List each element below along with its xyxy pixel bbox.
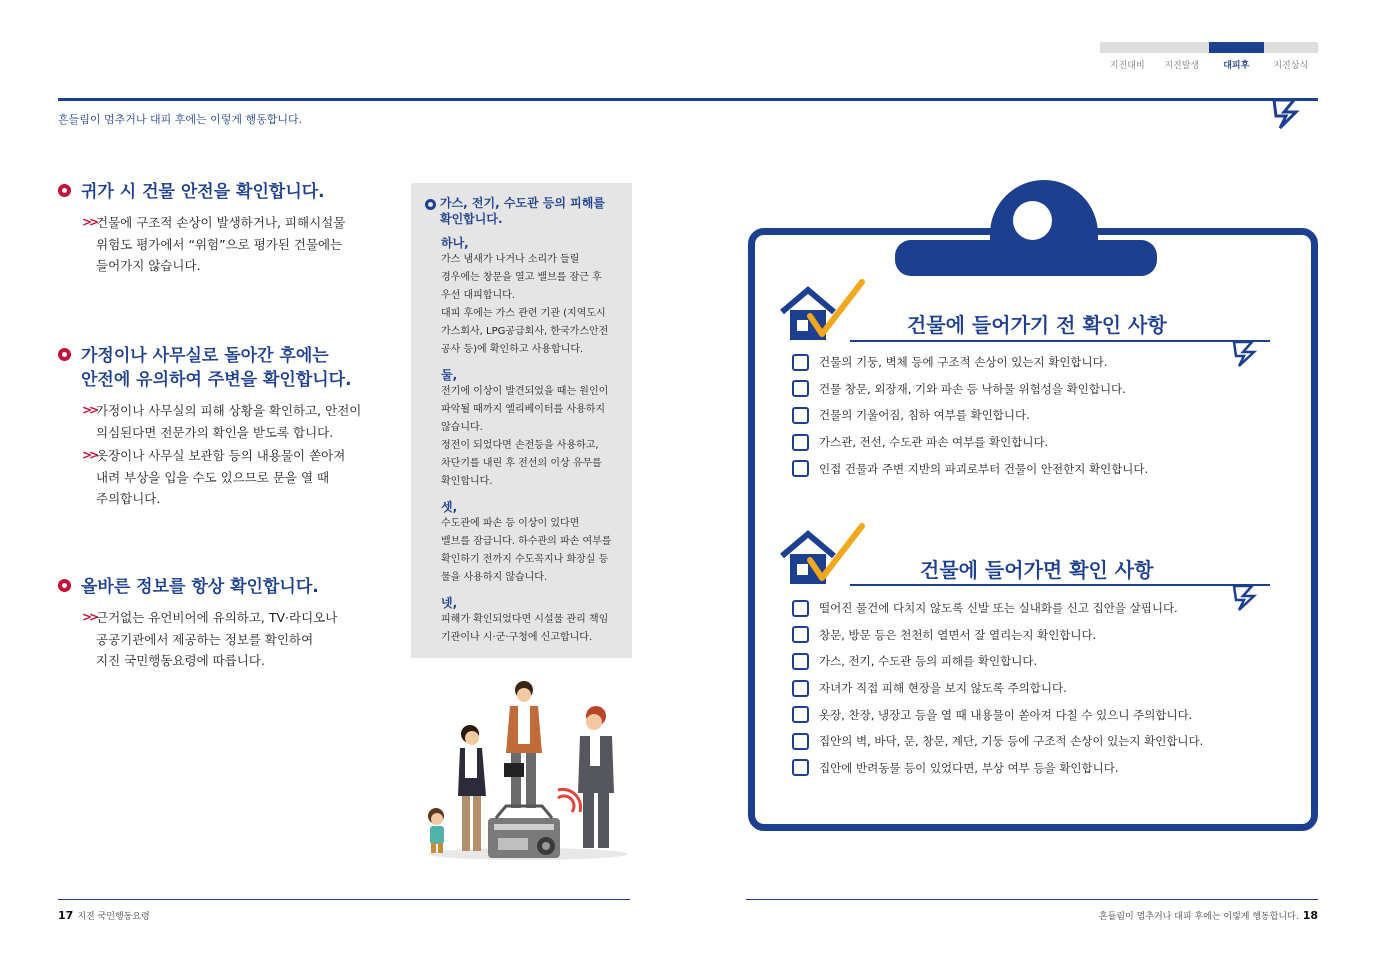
footer-right [1099,909,1318,922]
list-item-text [96,212,345,277]
checklist-item-text: 집안에 반려동물 등이 있었다면, 부상 여부 등을 확인합니다. [819,760,1119,775]
utility-check-title [440,195,605,227]
section-heading [58,344,388,392]
checkbox-icon[interactable] [792,680,809,697]
text-line: 밸브를 잠급니다. 하수관의 파손 여부를 [441,536,612,547]
step-number: 셋, [441,500,458,514]
double-arrow-icon: >> [82,215,97,229]
text-line: 공사 등)에 확인하고 사용합니다. [441,344,584,355]
step-text [441,383,618,491]
list-item-text [96,445,345,510]
section-nav-bars [1100,42,1318,53]
footer-left-text: 지진 국민행동요령 [77,912,150,922]
house-check-icon [780,278,866,342]
text-line: 옷장이나 사무실 보관함 등의 내용물이 쏟아져 [96,448,346,463]
section-title [81,180,325,204]
checklist-item-text: 건물의 기울어짐, 침하 여부를 확인합니다. [819,408,1030,423]
utility-step-three [441,499,618,587]
text-line: 건물에 구조적 손상이 발생하거나, 피해시설물 [96,215,346,230]
section-correct-info [58,575,388,672]
checklist-item-text: 창문, 방문 등은 천천히 열면서 잘 열리는지 확인합니다. [819,627,1097,642]
text-line: 내려 부상을 입을 수도 있으므로 문을 열 때 [96,469,330,485]
radio-icon [58,579,71,592]
list-item [82,445,388,510]
checklist-item[interactable] [792,622,1203,649]
step-number: 둘, [441,368,458,382]
checklist-item-text: 인접 건물과 주변 지반의 파괴로부터 건물이 안전한지 확인합니다. [819,461,1149,476]
checkbox-icon[interactable] [792,434,809,451]
checklist-item[interactable] [792,701,1203,728]
checkbox-icon[interactable] [792,733,809,750]
utility-check-box [411,183,632,658]
clipboard-clip-hole [1013,201,1052,240]
section-title [81,344,352,392]
checklist-item[interactable] [792,648,1203,675]
nav-tab-after-evacuation[interactable]: 대피후 [1223,61,1250,71]
step-text [441,611,618,647]
checkbox-icon[interactable] [792,759,809,776]
header-title: 흔들림이 멈추거나 대피 후에는 이렇게 행동합니다. [58,113,303,126]
house-check-icon [780,522,866,586]
double-arrow-icon: >> [82,403,97,417]
checklist-item-text: 가스관, 전선, 수도관 파손 여부를 확인합니다. [819,435,1049,450]
double-arrow-icon: >> [82,448,97,462]
footer-rule-right [746,899,1318,900]
section-title [81,575,319,599]
checklist-before-entry-title: 건물에 들어가기 전 확인 사항 [907,313,1167,337]
text-line: 물을 사용하지 않습니다. [441,572,548,583]
double-arrow-icon: >> [82,610,97,624]
nav-bar-3 [1264,42,1319,53]
header-rule [58,98,1318,101]
lightning-bolt-icon [1272,96,1302,130]
checklist-after-entry [792,595,1203,781]
checklist-item-text: 건물 창문, 외장재, 기와 파손 등 낙하물 위험성을 확인합니다. [819,381,1126,396]
utility-step-one [441,235,618,359]
section-title-line: 올바른 정보를 항상 확인합니다. [81,577,319,597]
checklist-title-rule [850,340,1270,342]
nav-bar-2 [1209,42,1264,53]
text-line: 차단기를 내린 후 전선의 이상 유무를 [441,458,602,469]
checkbox-icon[interactable] [792,407,809,424]
section-title-line: 안전에 유의하여 주변을 확인합니다. [81,370,352,390]
list-item-text [96,400,361,443]
checkbox-icon[interactable] [792,380,809,397]
text-line: 기관이나 시·군·구청에 신고합니다. [441,632,593,643]
step-number: 하나, [441,236,469,250]
checkbox-icon[interactable] [792,626,809,643]
checklist-item[interactable] [792,376,1148,403]
text-line: 파악될 때까지 엘리베이터를 사용하지 [441,404,606,415]
page-number-right: 18 [1302,909,1318,922]
text-line: 전기에 이상이 발견되었을 때는 원인이 [441,386,609,397]
step-number: 넷, [441,596,458,610]
checklist-item-text: 자녀가 직접 피해 현장을 보지 않도록 주의합니다. [819,681,1067,696]
text-line: 확인합니다. [441,476,493,487]
checklist-item-text: 떨어진 물건에 다치지 않도록 신발 또는 실내화를 신고 집안을 살핍니다. [819,601,1178,616]
text-line: 근거없는 유언비어에 유의하고, TV·라디오나 [96,610,338,625]
checkbox-icon[interactable] [792,354,809,371]
checkbox-icon[interactable] [792,600,809,617]
text-line: 가정이나 사무실의 피해 상황을 확인하고, 안전이 [96,403,362,418]
nav-tab-prepare[interactable]: 지진대비 [1109,61,1145,71]
checklist-item[interactable] [792,755,1203,782]
footer-right-text: 흔들림이 멈추거나 대피 후에는 이렇게 행동합니다. [1098,912,1299,922]
text-line: 않습니다. [441,422,483,433]
checklist-item[interactable] [792,595,1203,622]
section-nav [1100,42,1318,71]
text-line: 의심된다면 전문가의 확인을 받도록 합니다. [96,424,334,440]
family-radio-illustration [418,678,638,878]
nav-bar-1 [1155,42,1210,53]
utility-check-heading [425,195,618,227]
section-heading [58,575,388,599]
radio-icon [58,184,71,197]
checklist-title-rule [850,584,1270,586]
text-line: 경우에는 창문을 열고 밸브를 잠근 후 [441,272,602,283]
text-line: 공공기관에서 제공하는 정보를 확인하여 [96,631,314,647]
section-home-office [58,344,388,510]
utility-step-two [441,367,618,491]
title-line: 확인합니다. [440,212,503,226]
section-title-line: 귀가 시 건물 안전을 확인합니다. [81,182,325,202]
section-heading [58,180,388,204]
text-line: 가스회사, LPG공급회사, 한국가스안전 [441,326,609,337]
list-item-text [96,607,337,672]
text-line: 수도관에 파손 등 이상이 있다면 [441,518,580,529]
checklist-item[interactable] [792,675,1203,702]
section-nav-labels [1100,58,1318,71]
text-line: 가스 냄새가 나거나 소리가 들릴 [441,254,580,265]
utility-step-four [441,595,618,647]
text-line: 위험도 평가에서 “위험”으로 평가된 건물에는 [96,236,343,252]
checklist-item[interactable] [792,455,1148,482]
footer-rule-left [58,899,630,900]
text-line: 지진 국민행동요령에 따릅니다. [96,653,265,668]
text-line: 들어가지 않습니다. [96,258,201,273]
lightning-bolt-icon [1232,582,1260,612]
text-line: 대피 후에는 가스 관련 기관 (지역도시 [441,308,606,319]
list-item [82,400,388,443]
page-number-left: 17 [58,909,74,922]
checklist-item-text: 집안의 벽, 바닥, 문, 창문, 계단, 기둥 등에 구조적 손상이 있는지 확인합니다. [819,734,1204,749]
text-line: 피해가 확인되었다면 시설물 관리 책임 [441,614,609,625]
checklist-item-text: 가스, 전기, 수도관 등의 피해를 확인합니다. [819,654,1038,669]
step-text [441,251,618,359]
checklist-item[interactable] [792,728,1203,755]
section-building-safety [58,180,388,277]
text-line: 정전이 되었다면 손전등을 사용하고, [441,440,599,451]
checklist-item[interactable] [792,402,1148,429]
nav-bar-0 [1100,42,1155,53]
nav-tab-occurrence[interactable]: 지진발생 [1164,61,1200,71]
checklist-item[interactable] [792,429,1148,456]
text-line: 주의합니다. [96,491,161,506]
radio-icon [58,348,71,361]
checkbox-icon[interactable] [792,706,809,723]
checklist-item-text: 옷장, 찬장, 냉장고 등을 열 때 내용물이 쏟아져 다칠 수 있으니 주의합니다. [819,707,1193,722]
checkbox-icon[interactable] [792,460,809,477]
radio-icon [425,199,436,210]
footer-left [58,909,150,922]
list-item [82,607,388,672]
checkbox-icon[interactable] [792,653,809,670]
lightning-bolt-icon [1232,338,1260,368]
checklist-before-entry [792,349,1148,482]
checklist-item[interactable] [792,349,1148,376]
list-item [82,212,388,277]
text-line: 우선 대피합니다. [441,290,515,301]
step-text [441,515,618,587]
title-line: 가스, 전기, 수도관 등의 피해를 [440,196,605,210]
section-title-line: 가정이나 사무실로 돌아간 후에는 [81,346,329,366]
nav-tab-knowledge[interactable]: 지진상식 [1273,61,1309,71]
text-line: 확인하기 전까지 수도꼭지나 화장실 등 [441,554,609,565]
checklist-item-text: 건물의 기둥, 벽체 등에 구조적 손상이 있는지 확인합니다. [819,355,1108,370]
checklist-after-entry-title: 건물에 들어가면 확인 사항 [920,558,1154,582]
